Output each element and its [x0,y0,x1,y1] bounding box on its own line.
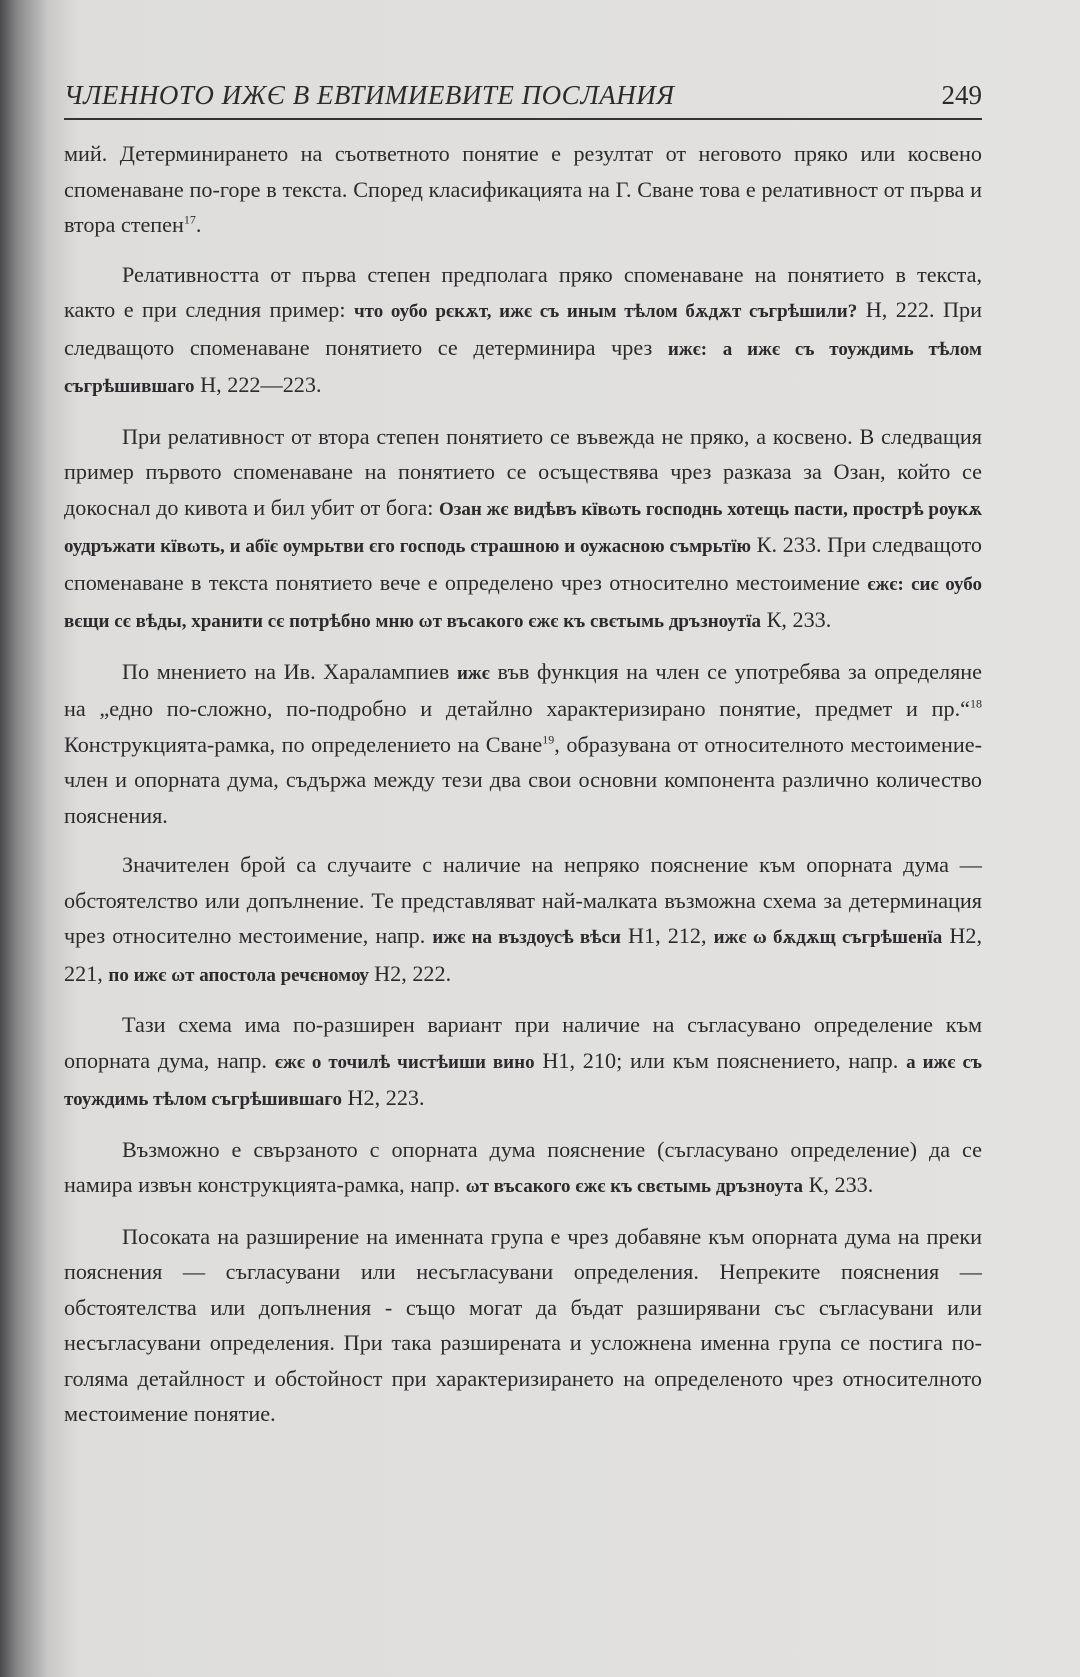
body-text [64,136,982,1446]
paragraph-6: Тази схема има по-разширен вариант при наличие на съгласувано определение към опорната дума, напр. єжє о точилѣ чистѣиши вино Н1, 210; или към пояснението, напр. а ижє съ тоуждимь тѣлом съгрѣшившаго Н2, 223. [64,1012,983,1110]
footnote-ref-19: 19 [542,732,555,747]
paragraph-3: При релативност от втора степен понятието се въвежда не пряко, а косвено. В следващия пример първото споменаване на понятието се осъществява чрез разказа за Озан, който се докоснал до кивота и бил убит от бога: Озан жє видѣвъ кївωть господнь хотещь пасти, прострѣ роукѫ оудръжати кївωть, и абїє оумрьтви єго господь страшною и оужасною съмрьтїю К. 233. При следващото споменаване в текста понятието вече е определено чрез относително местоимение єжє: сиє оубо вєщи сє вѣды, хранити сє потрѣбно мню ωт въсакого єжє къ свєтымь дръзноутїа К, 233. [64,423,982,632]
paragraph-2: Релативността от първа степен предполага пряко споменаване на понятието в текста, както е при следния пример: что оубо рєкѫт, ижє съ иным тѣлом бѫдѫт съгрѣшили? Н, 222. При следващото споменаване понятието се детерминира чрез ижє: а ижє съ тоуждимь тѣлом съгрѣшившаго Н, 222—223. [64,261,983,397]
page-number: 249 [941,80,982,110]
footnote-ref-18: 18 [970,696,982,711]
footnote-ref-17: 17 [183,212,196,227]
church-slavonic-quote: что оубо рєкѫт, ижє съ иным тѣлом бѫдѫт съгрѣшили? [353,301,858,322]
church-slavonic-quote: Озан жє видѣвъ кївωть господнь хотещь пасти, прострѣ роукѫ оудръжати кївωть, и абїє оумрьтви єго господь страшною и оужасною съмрьтїю [64,498,982,557]
paragraph-7: Възможно е свързаното с опорната дума пояснение (съгласувано определение) да се намира извън конструкцията-рамка, напр. ωт въсакого єжє къ свєтымь дръзноута К, 233. [64,1136,982,1197]
church-slavonic-quote: сиє оубо вєщи сє вѣды, хранити сє потрѣбно мню ωт въсакого єжє къ свєтымь дръзноутїа [64,573,982,632]
running-head: ЧЛЕННОТО ИЖЄ В ЕВТИМИЕВИТЕ ПОСЛАНИЯ [64,80,675,110]
page-header [64,78,982,120]
church-slavonic-quote: а ижє съ тоуждимь тѣлом съгрѣшившаго [64,338,982,397]
paragraph-5: Значителен брой са случаите с наличие на непряко пояснение към опорната дума — обстоятелство или допълнение. Те представляват най-малката възможна схема за детерминация чрез относително местоимение, напр. ижє на въздоусѣ вѣси Н1, 212, ижє ω бѫдѫщ съгрѣшенїа Н2, 221, по ижє ωт апостола речєномѹ Н2, 222. [64,852,982,986]
paragraph-4: По мнението на Ив. Харалампиев ижє във функция на член се употребява за определяне на „едно по-сложно, по-подробно и детайлно характеризирано понятие, предмет и пр.“$^{18}$ Конструкцията-рамка, по определението на Сване$^{19}$, образувана от относителното местоимение-член и опорната дума, съдържа между тези два свои основни компонента различно количество пояснения. [64,658,983,828]
paragraph-8: Посоката на разширение на именната група е чрез добавяне към опорната дума на преки пояснения — съгласувани или несъгласувани определения. Непреките пояснения — обстоятелства или допълнения - също могат да бъдат разширявани със съгласувани или несъгласувани определения. При така разширената и усложнена именна група се постига по-голяма детайлност и обстойност при характеризирането на определеното чрез относителното местоимение понятие. [64,1223,982,1426]
paragraph-1: мий. Детерминирането на съответното понятие е резултат от неговото пряко или косвено споменаване по-горе в текста. Според класификацията на Г. Сване това е релативност от първа и втора степен$^{17}$. [64,141,982,237]
